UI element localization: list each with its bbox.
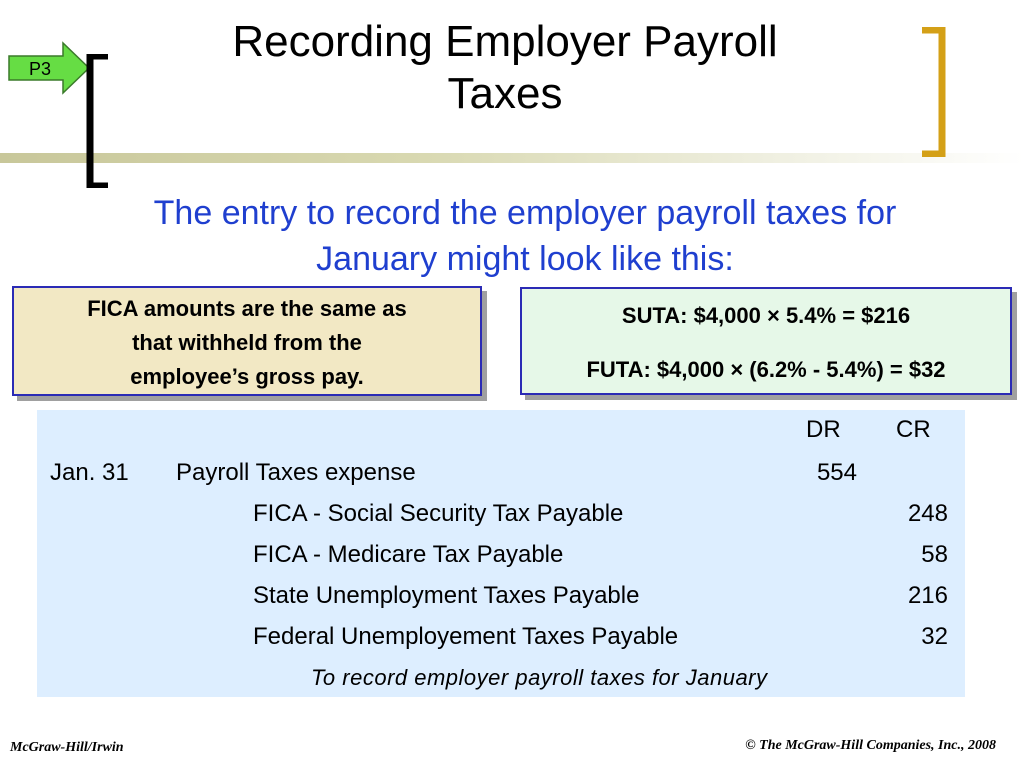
futa-calculation: FUTA: $4,000 × (6.2% - 5.4%) = $32 (586, 357, 946, 382)
left-bracket-icon (84, 54, 110, 188)
suta-calculation: SUTA: $4,000 × 5.4% = $216 (621, 303, 911, 328)
credit-amount: 216 (907, 582, 948, 609)
credit-account: FICA - Social Security Tax Payable (253, 500, 624, 527)
dr-column-header: DR (806, 416, 841, 443)
slide-title-line-2: Taxes (447, 69, 563, 118)
fica-note-line-3: employee’s gross pay. (130, 364, 364, 389)
credit-account: Federal Unemployement Taxes Payable (253, 623, 679, 650)
entry-date: Jan. 31 (50, 459, 129, 486)
entry-memo: To record employer payroll taxes for January (311, 665, 768, 690)
objective-tag: P3 (28, 59, 52, 79)
subtitle-line-1: The entry to record the employer payroll taxes for (153, 194, 897, 232)
fica-note-line-1: FICA amounts are the same as (87, 296, 407, 321)
credit-amount: 58 (921, 541, 948, 568)
right-bracket-icon (920, 27, 948, 157)
fica-note (12, 286, 482, 396)
debit-account: Payroll Taxes expense (176, 459, 416, 486)
subtitle-line-2: January might look like this: (316, 240, 734, 278)
credit-account: State Unemployment Taxes Payable (253, 582, 640, 609)
credit-account: FICA - Medicare Tax Payable (253, 541, 564, 568)
credit-amount: 32 (921, 623, 948, 650)
cr-column-header: CR (896, 416, 931, 443)
publisher-footer: McGraw-Hill/Irwin (10, 740, 124, 755)
slide-title (0, 16, 1010, 120)
unemployment-tax-note (520, 287, 1012, 395)
copyright-footer: © The McGraw-Hill Companies, Inc., 2008 (745, 738, 996, 753)
fica-note-line-2: that withheld from the (132, 330, 362, 355)
journal-entry (37, 410, 965, 697)
slide-subtitle (60, 190, 990, 282)
header-divider (0, 153, 1024, 163)
credit-amount: 248 (907, 500, 948, 527)
slide-title-line-1: Recording Employer Payroll (232, 17, 778, 66)
debit-amount: 554 (816, 459, 857, 486)
